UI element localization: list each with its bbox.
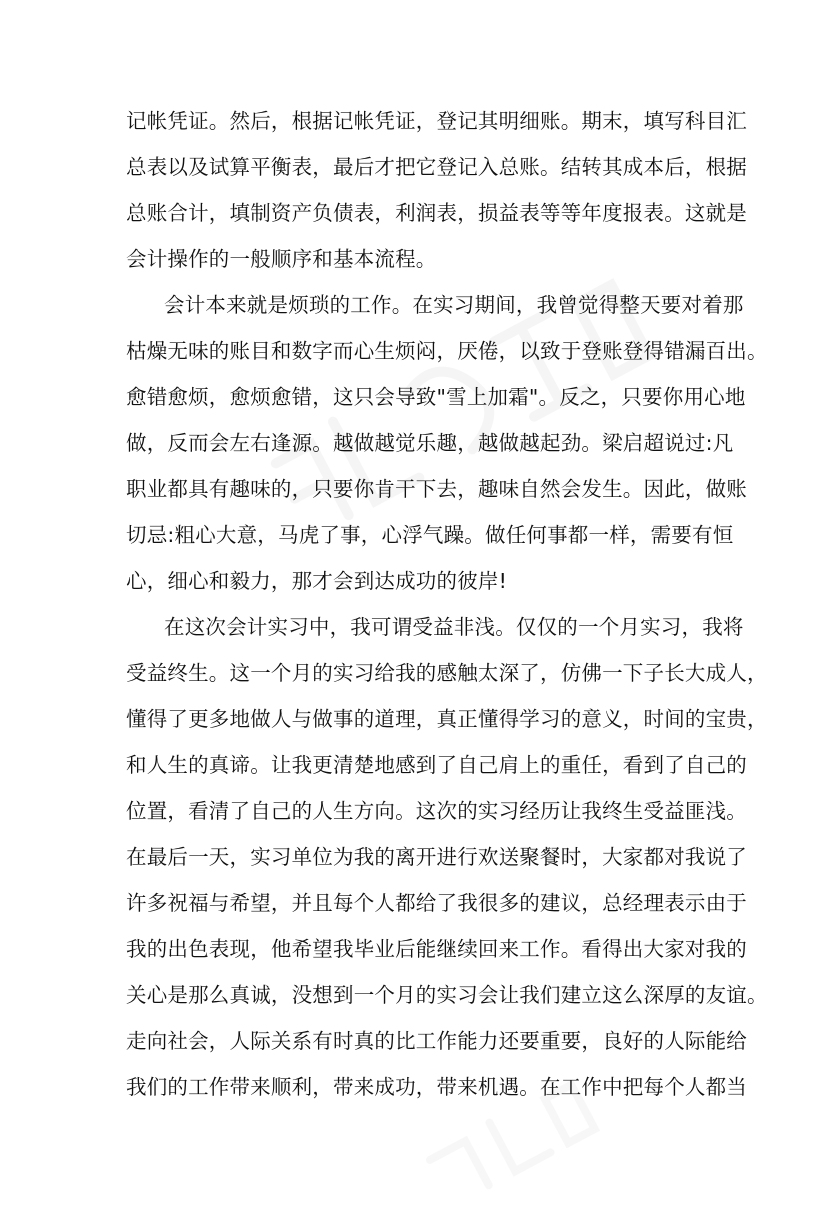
text-line: 心，细心和毅力，那才会到达成功的彼岸! xyxy=(126,569,508,593)
text-line: 位置，看清了自己的人生方向。这次的实习经历让我终生受益匪浅。 xyxy=(126,799,747,823)
text-line: 走向社会，人际关系有时真的比工作能力还要重要，良好的人际能给 xyxy=(126,1029,747,1053)
text-line: 做，反而会左右逢源。越做越觉乐趣，越做越起劲。梁启超说过:凡 xyxy=(126,431,734,455)
text-line: 懂得了更多地做人与做事的道理，真正懂得学习的意义，时间的宝贵， xyxy=(126,707,768,731)
text-line: 会计操作的一般顺序和基本流程。 xyxy=(126,247,437,271)
text-line: 切忌:粗心大意，马虎了事，心浮气躁。做任何事都一样，需要有恒 xyxy=(126,523,734,547)
text-line: 我们的工作带来顺利，带来成功，带来机遇。在工作中把每个人都当 xyxy=(126,1075,747,1099)
text-line: 总表以及试算平衡表，最后才把它登记入总账。结转其成本后，根据 xyxy=(126,155,747,179)
text-line: 受益终生。这一个月的实习给我的感触太深了，仿佛一下子长大成人， xyxy=(126,661,768,685)
text-line: 在最后一天，实习单位为我的离开进行欢送聚餐时，大家都对我说了 xyxy=(126,845,747,869)
document-body xyxy=(126,98,768,1110)
text-line: 我的出色表现，他希望我毕业后能继续回来工作。看得出大家对我的 xyxy=(126,937,747,961)
text-line: 记帐凭证。然后，根据记帐凭证，登记其明细账。期末，填写科目汇 xyxy=(126,109,747,133)
text-line: 许多祝福与希望，并且每个人都给了我很多的建议，总经理表示由于 xyxy=(126,891,747,915)
text-line: 和人生的真谛。让我更清楚地感到了自己肩上的重任，看到了自己的 xyxy=(126,753,747,777)
text-line: 枯燥无味的账目和数字而心生烦闷，厌倦，以致于登账登得错漏百出。 xyxy=(126,339,768,363)
text-line: 关心是那么真诚，没想到一个月的实习会让我们建立这么深厚的友谊。 xyxy=(126,983,768,1007)
text-line: 愈错愈烦，愈烦愈错，这只会导致"雪上加霜"。反之，只要你用心地 xyxy=(126,385,746,409)
text-line: 总账合计，填制资产负债表，利润表，损益表等等年度报表。这就是 xyxy=(126,201,747,225)
paragraph-first-line: 在这次会计实习中，我可谓受益非浅。仅仅的一个月实习，我将 xyxy=(164,615,744,639)
text-line: 职业都具有趣味的，只要你肯干下去，趣味自然会发生。因此，做账 xyxy=(126,477,747,501)
paragraph-first-line: 会计本来就是烦琐的工作。在实习期间，我曾觉得整天要对着那 xyxy=(164,293,744,317)
